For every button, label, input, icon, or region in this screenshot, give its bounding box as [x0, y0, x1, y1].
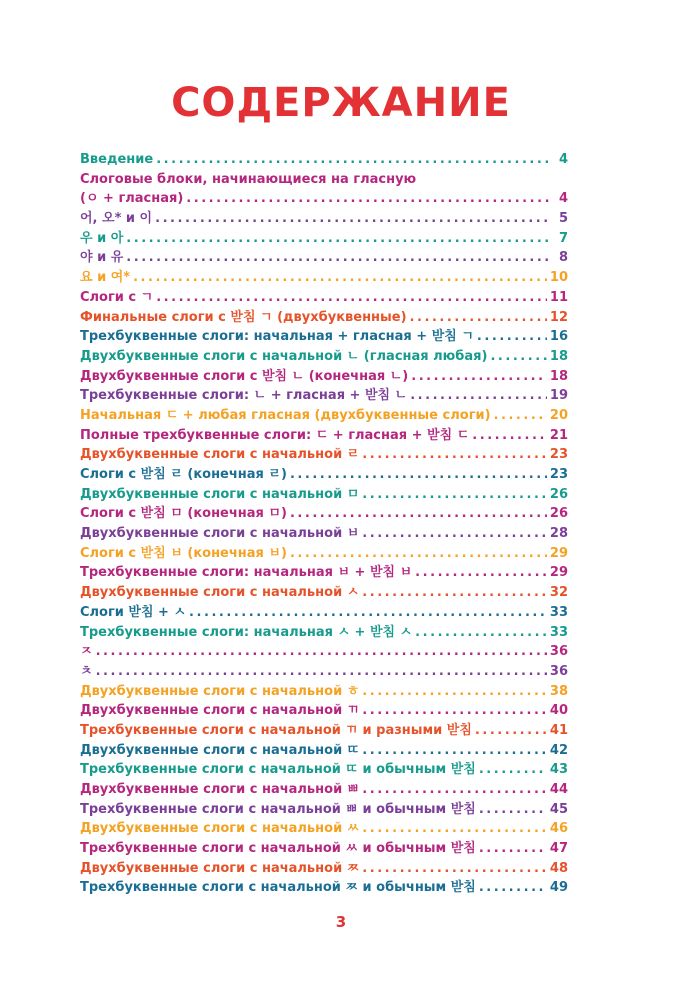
- dot-leader: [362, 445, 547, 465]
- toc-entry-title: Слоги 받침 + ㅅ: [80, 604, 187, 620]
- dot-leader: [155, 209, 551, 229]
- toc-entry-title: Полные трехбуквенные слоги: ㄷ + гласная + 받침 ㄷ: [80, 427, 470, 443]
- toc-entry: [80, 524, 568, 544]
- toc-entry-title: Трехбуквенные слоги: ㄴ + гласная + 받침 ㄴ: [80, 388, 408, 404]
- toc-entry: [80, 859, 568, 879]
- toc-entry-title: Трехбуквенные слоги: начальная ㅂ + 받침 ㅂ: [80, 565, 413, 581]
- toc-entry-title: Двухбуквенные слоги с начальной ㄲ: [80, 703, 360, 719]
- toc-entry: [80, 701, 568, 721]
- toc-entry-page: 49: [549, 880, 568, 896]
- toc-entry-title: Введение: [80, 152, 154, 167]
- toc-entry-title: Двухбуквенные слоги с начальной ㅅ: [80, 585, 360, 601]
- toc-entry-title: Трехбуквенные слоги: начальная ㅅ + 받침 ㅅ: [80, 624, 413, 640]
- toc-entry-title: Трехбуквенные слоги с начальной ㅃ и обычным 받침: [80, 801, 476, 817]
- toc-entry: [80, 229, 568, 249]
- toc-entry: [80, 780, 568, 800]
- toc-entry: [80, 308, 568, 328]
- toc-entry-title: Слоги с 받침 ㄹ (конечная ㄹ): [80, 467, 287, 482]
- toc-entry: [80, 800, 568, 820]
- toc-entry-page: 32: [549, 585, 568, 601]
- toc-entry-page: 5: [558, 211, 568, 227]
- toc-entry-page: 23: [549, 467, 568, 482]
- toc-entry: [80, 721, 568, 741]
- toc-entry: [80, 563, 568, 583]
- toc-entry: [80, 386, 568, 406]
- toc-entry-page: 20: [549, 407, 568, 423]
- toc-entry-page: 4: [558, 152, 568, 167]
- toc-entry: [80, 682, 568, 702]
- toc-entry-title: Двухбуквенные слоги с начальной ㄹ: [80, 447, 360, 463]
- dot-leader: [362, 741, 547, 761]
- toc-entry-title: Двухбуквенные слоги с начальной ㅎ: [80, 683, 360, 699]
- toc-entry-page: 41: [549, 722, 568, 738]
- toc-entry: [80, 839, 568, 859]
- toc-entry: [80, 406, 568, 426]
- toc-entry-title: Двухбуквенные слоги с начальной ㄸ: [80, 742, 360, 758]
- dot-leader: [494, 406, 547, 426]
- toc-entry: [80, 642, 568, 662]
- toc-entry-title: Двухбуквенные слоги с 받침 ㄴ (конечная ㄴ): [80, 368, 409, 384]
- toc-entry: [80, 878, 568, 898]
- toc-entry-page: 33: [549, 624, 568, 640]
- dot-leader: [472, 426, 547, 446]
- toc-entry-page: 28: [549, 526, 568, 542]
- toc-entry: [80, 347, 568, 367]
- toc-entry: [80, 445, 568, 465]
- toc-entry-page: 36: [549, 663, 568, 679]
- toc-entry-page: 10: [549, 270, 568, 286]
- toc-entry: [80, 189, 568, 209]
- dot-leader: [415, 563, 547, 583]
- toc-entry: [80, 544, 568, 564]
- toc-entry: [80, 583, 568, 603]
- dot-leader: [189, 603, 547, 623]
- toc-entry-title: Двухбуквенные слоги с начальной ㅂ: [80, 526, 360, 542]
- toc-entry: [80, 623, 568, 643]
- dot-leader: [290, 465, 547, 485]
- toc-entry-page: 23: [549, 447, 568, 463]
- toc-entry-title: ㅊ: [80, 663, 93, 679]
- toc-entry-title: (ㅇ + гласная): [80, 191, 184, 207]
- toc-entry-title: Трехбуквенные слоги с начальной ㅉ и обычным 받침: [80, 880, 476, 896]
- toc-entry: [80, 741, 568, 761]
- dot-leader: [362, 524, 547, 544]
- toc-entry-title: Двухбуквенные слоги с начальной ㅁ: [80, 486, 360, 502]
- toc-entry-page: 29: [549, 565, 568, 581]
- toc-entry-title: 야 и 유: [80, 250, 124, 266]
- toc-entry: [80, 819, 568, 839]
- toc-entry-page: 7: [558, 230, 568, 246]
- toc-entry-title: Слоги с 받침 ㅂ (конечная ㅂ): [80, 545, 287, 561]
- toc-entry-title: 요 и 여*: [80, 270, 131, 286]
- toc-entry-page: 18: [549, 348, 568, 364]
- dot-leader: [156, 150, 551, 170]
- toc-entry: [80, 465, 568, 485]
- toc-entry: [80, 248, 568, 268]
- toc-entry-page: 46: [549, 821, 568, 837]
- dot-leader: [411, 367, 547, 387]
- toc-entry-page: 26: [549, 506, 568, 522]
- toc-entry-title: Трехбуквенные слоги: начальная + гласная + 받침 ㄱ: [80, 329, 474, 345]
- dot-leader: [126, 248, 551, 268]
- dot-leader: [479, 800, 547, 820]
- dot-leader: [490, 347, 546, 367]
- toc-entry-title: Финальные слоги с 받침 ㄱ (двухбуквенные): [80, 309, 407, 325]
- toc-entry: [80, 367, 568, 387]
- toc-entry-title: Трехбуквенные слоги с начальной ㄲ и разными 받침: [80, 722, 472, 738]
- toc-entry-title: Слоги с 받침 ㅁ (конечная ㅁ): [80, 506, 287, 522]
- toc-entry-title: Начальная ㄷ + любая гласная (двухбуквенные слоги): [80, 407, 491, 423]
- dot-leader: [410, 386, 547, 406]
- table-of-contents: [80, 150, 568, 898]
- dot-leader: [96, 662, 547, 682]
- dot-leader: [362, 859, 547, 879]
- dot-leader: [133, 268, 547, 288]
- dot-leader: [362, 682, 547, 702]
- dot-leader: [362, 583, 547, 603]
- toc-entry-page: 42: [549, 742, 568, 758]
- toc-entry: [80, 426, 568, 446]
- dot-leader: [479, 878, 547, 898]
- toc-entry: [80, 327, 568, 347]
- dot-leader: [475, 721, 547, 741]
- toc-entry-page: 36: [549, 644, 568, 660]
- toc-entry: [80, 170, 568, 190]
- toc-entry-title: 어, 오* и 이: [80, 211, 153, 227]
- toc-entry-page: 18: [549, 368, 568, 384]
- toc-entry-title: 우 и 아: [80, 230, 124, 246]
- toc-entry: [80, 603, 568, 623]
- dot-leader: [126, 229, 551, 249]
- toc-entry-title: ㅈ: [80, 644, 93, 660]
- toc-entry-title: Двухбуквенные слоги с начальной ㄴ (гласная любая): [80, 348, 488, 364]
- toc-entry: [80, 288, 568, 308]
- toc-entry-title: Слоги с ㄱ: [80, 289, 154, 305]
- toc-entry: [80, 662, 568, 682]
- toc-entry-page: 26: [549, 486, 568, 502]
- page-title: СОДЕРЖАНИЕ: [171, 80, 511, 126]
- dot-leader: [479, 760, 547, 780]
- toc-entry-page: 48: [549, 860, 568, 876]
- toc-entry-title: Трехбуквенные слоги с начальной ㄸ и обычным 받침: [80, 762, 476, 778]
- dot-leader: [477, 327, 547, 347]
- toc-entry-page: 45: [549, 801, 568, 817]
- dot-leader: [156, 288, 547, 308]
- toc-entry: [80, 268, 568, 288]
- dot-leader: [362, 701, 547, 721]
- toc-entry: [80, 504, 568, 524]
- toc-entry-page: 21: [549, 427, 568, 443]
- toc-entry-page: 4: [558, 191, 568, 207]
- toc-entry-page: 19: [549, 388, 568, 404]
- toc-entry-page: 11: [549, 289, 568, 305]
- page-number: 3: [335, 913, 347, 931]
- dot-leader: [362, 485, 547, 505]
- toc-entry-title: Двухбуквенные слоги с начальной ㅉ: [80, 860, 360, 876]
- toc-entry-page: 12: [549, 309, 568, 325]
- dot-leader: [479, 839, 547, 859]
- toc-entry: [80, 150, 568, 170]
- dot-leader: [96, 642, 547, 662]
- toc-entry-page: 8: [558, 250, 568, 266]
- toc-entry-title: Двухбуквенные слоги с начальной ㅆ: [80, 821, 360, 837]
- dot-leader: [186, 189, 551, 209]
- toc-entry: [80, 485, 568, 505]
- dot-leader: [410, 308, 547, 328]
- toc-entry-title: Двухбуквенные слоги с начальной ㅃ: [80, 782, 360, 797]
- toc-entry-page: 44: [549, 782, 568, 797]
- dot-leader: [362, 819, 547, 839]
- dot-leader: [290, 504, 547, 524]
- toc-entry-page: 43: [549, 762, 568, 778]
- toc-entry-page: 29: [549, 545, 568, 561]
- toc-entry-title: Трехбуквенные слоги с начальной ㅆ и обычным 받침: [80, 841, 476, 857]
- dot-leader: [290, 544, 547, 564]
- dot-leader: [362, 780, 547, 800]
- toc-entry-page: 16: [549, 329, 568, 345]
- toc-entry-page: 47: [549, 841, 568, 857]
- toc-entry-page: 40: [549, 703, 568, 719]
- toc-entry: [80, 760, 568, 780]
- toc-entry: [80, 209, 568, 229]
- toc-entry-page: 33: [549, 604, 568, 620]
- toc-entry-title: Слоговые блоки, начинающиеся на гласную: [80, 171, 417, 187]
- toc-entry-page: 38: [549, 683, 568, 699]
- dot-leader: [415, 623, 547, 643]
